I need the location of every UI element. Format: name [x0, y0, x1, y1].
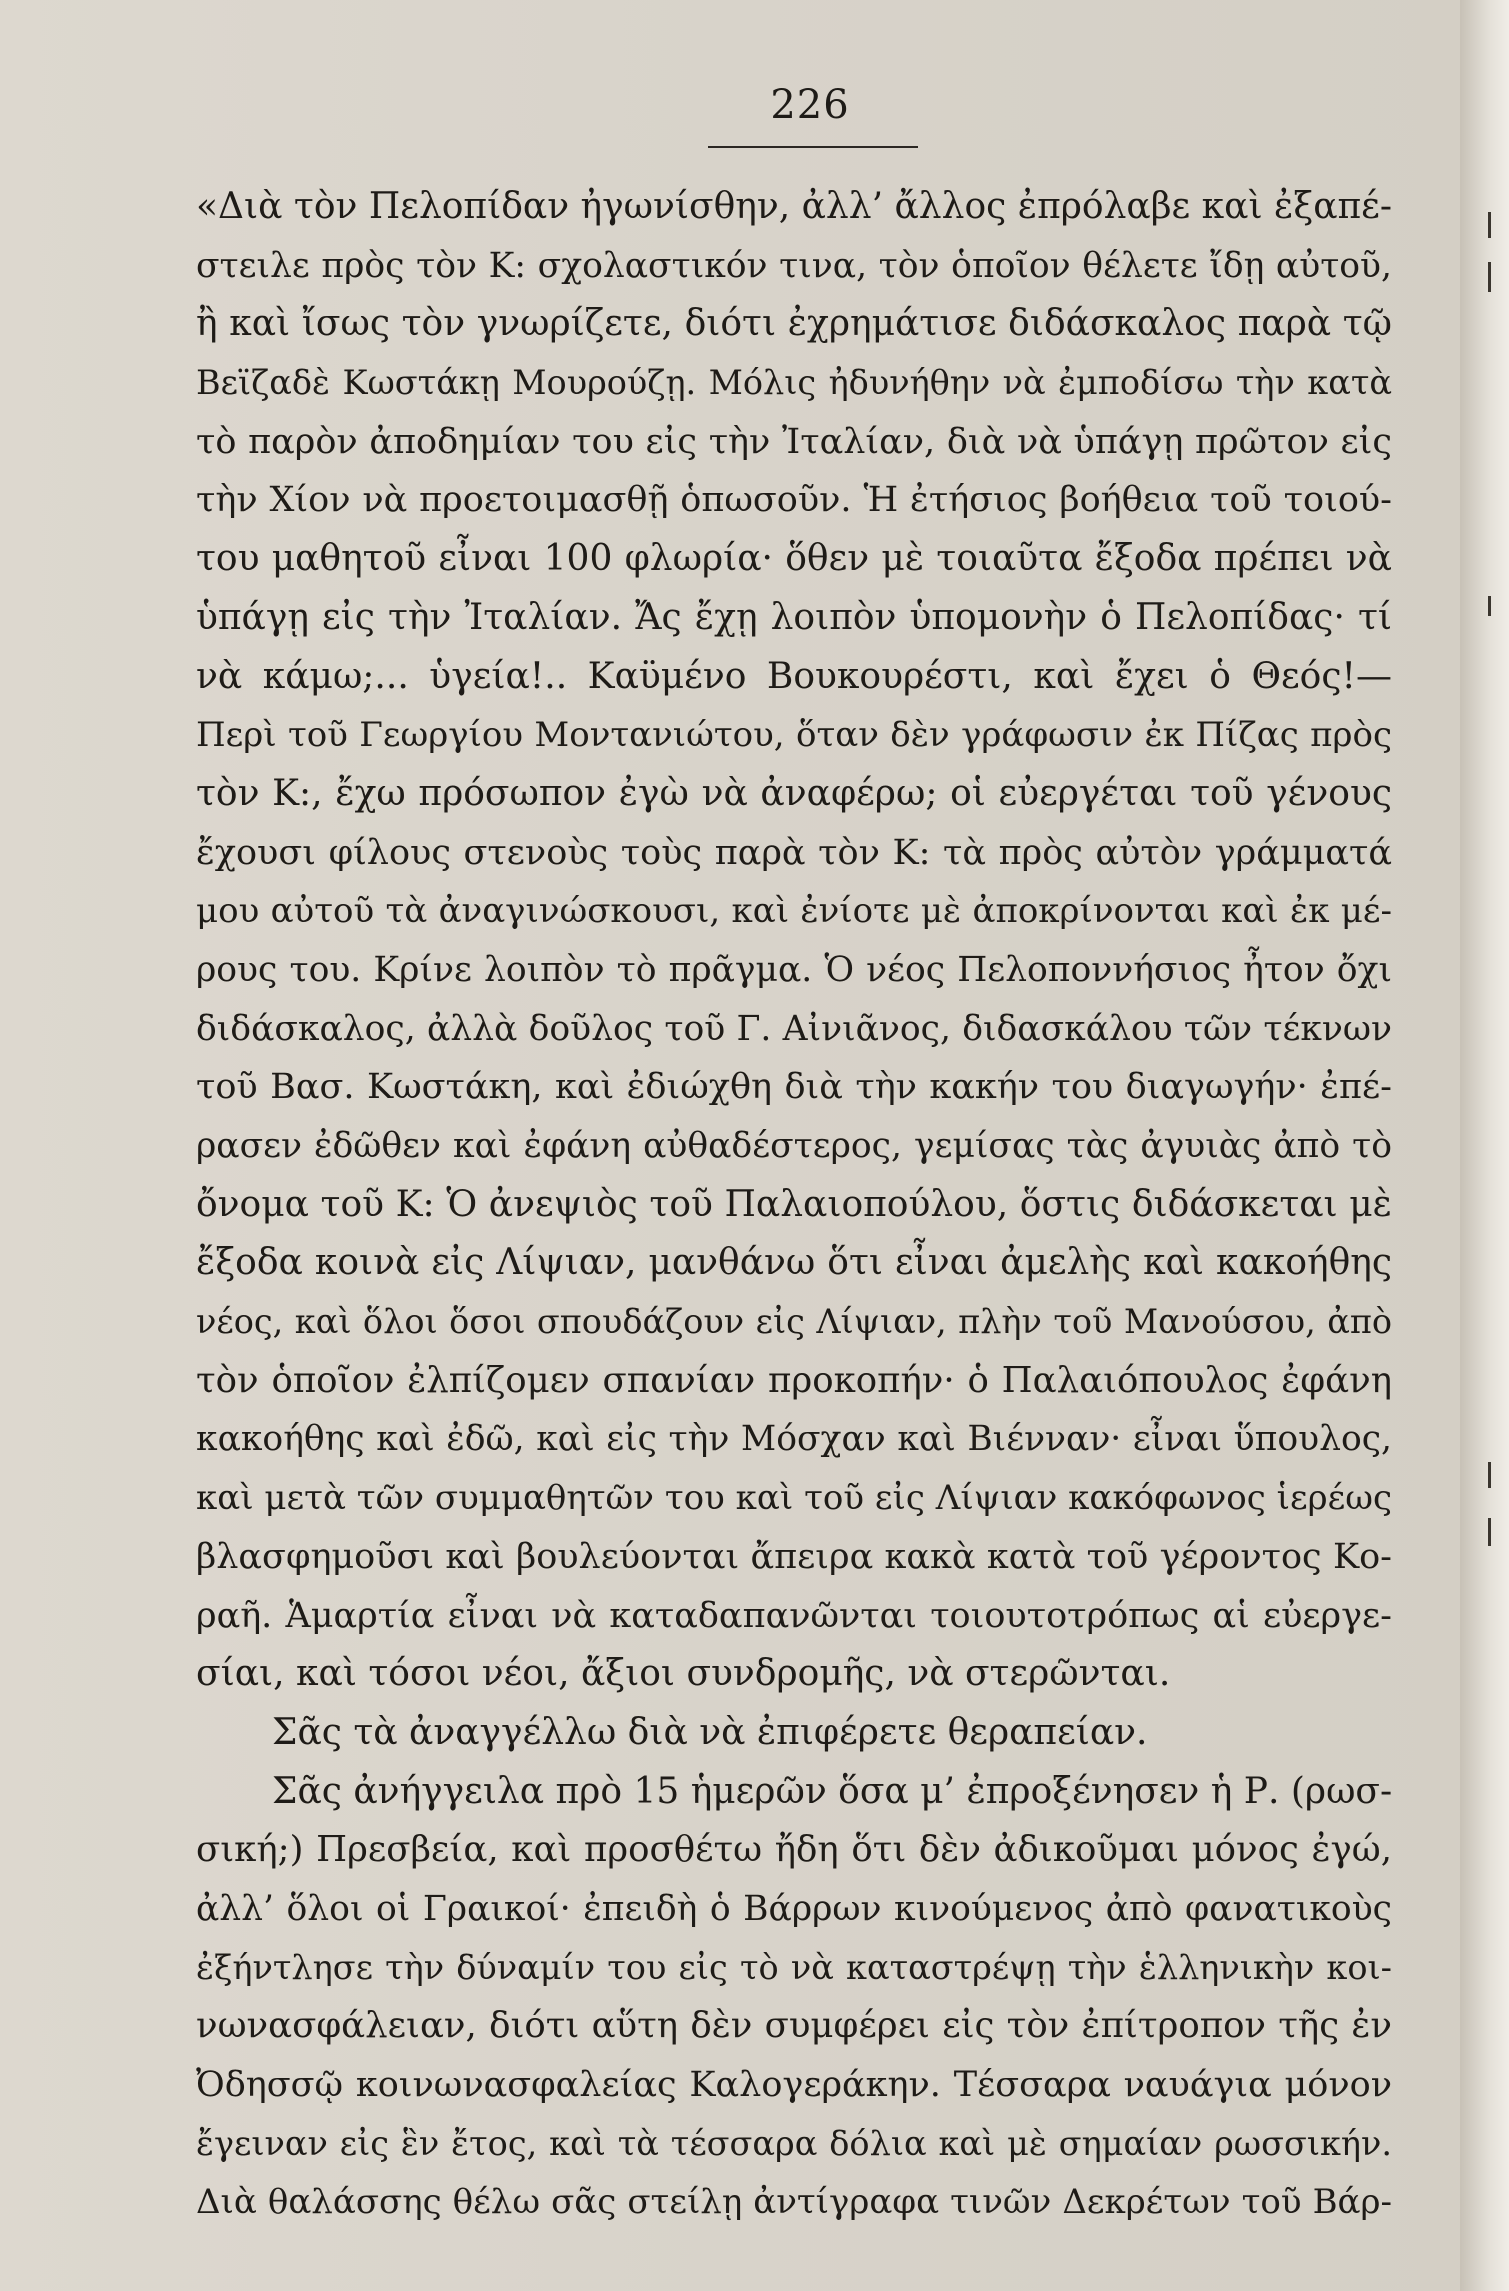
text-line: Σᾶς τὰ ἀναγγέλλω διὰ νὰ ἐπιφέρετε θεραπείαν.: [272, 1711, 1148, 1753]
text-line: τοῦ Βασ. Κωστάκη, καὶ ἐδιώχθη διὰ τὴν κακήν του διαγωγήν· ἐπέ-: [196, 1067, 1392, 1108]
text-line: νωνασφάλειαν, διότι αὕτη δὲν συμφέρει εἰς τὸν ἐπίτροπον τῆς ἐν: [196, 2005, 1392, 2047]
text-line: νέος, καὶ ὅλοι ὅσοι σπουδάζουν εἰς Λίψιαν, πλὴν τοῦ Μανούσου, ἀπὸ: [196, 1302, 1392, 1342]
page-edge-shadow: [1460, 0, 1509, 2291]
text-line: νὰ κάμω;... ὑγεία!.. Καϋμένο Βουκουρέστι, καὶ ἔχει ὁ Θεός!—: [196, 655, 1392, 697]
text-line: ὄνομα τοῦ Κ: Ὁ ἀνεψιὸς τοῦ Παλαιοπούλου, ὅστις διδάσκεται μὲ: [196, 1183, 1392, 1225]
text-line: τὴν Χίον νὰ προετοιμασθῇ ὁπωσοῦν. Ἡ ἐτήσιος βοήθεια τοῦ τοιού-: [196, 480, 1392, 521]
page-number: 226: [770, 82, 850, 128]
edge-mark: [1488, 262, 1491, 292]
text-line: μου αὐτοῦ τὰ ἀναγινώσκουσι, καὶ ἐνίοτε μὲ ἀποκρίνονται καὶ ἐκ μέ-: [196, 891, 1392, 932]
text-line: ἀλλ’ ὅλοι οἱ Γραικοί· ἐπειδὴ ὁ Βάρρων κινούμενος ἀπὸ φανατικοὺς: [196, 1888, 1392, 1929]
text-line: ρους του. Κρίνε λοιπὸν τὸ πρᾶγμα. Ὁ νέος Πελοποννήσιος ἦτον ὄχι: [196, 949, 1392, 990]
text-line: Ὀδησσῷ κοινωνασφαλείας Καλογεράκην. Τέσσαρα ναυάγια μόνον: [196, 2065, 1392, 2105]
text-line: Σᾶς ἀνήγγειλα πρὸ 15 ἡμερῶν ὅσα μ’ ἐπροξένησεν ἡ Ρ. (ρωσ-: [272, 1770, 1392, 1812]
text-line: Περὶ τοῦ Γεωργίου Μοντανιώτου, ὅταν δὲν γράφωσιν ἐκ Πίζας πρὸς: [196, 715, 1392, 756]
body-text: [196, 178, 1392, 2232]
text-line: τὸν Κ:, ἔχω πρόσωπον ἐγὼ νὰ ἀναφέρω; οἱ εὐεργέται τοῦ γένους: [196, 772, 1392, 814]
text-line: ἔγειναν εἰς ἓν ἔτος, καὶ τὰ τέσσαρα δόλια καὶ μὲ σημαίαν ρωσσικήν.: [196, 2123, 1392, 2163]
text-line: ραῆ. Ἁμαρτία εἶναι νὰ καταδαπανῶνται τοιουτοτρόπως αἱ εὐεργε-: [196, 1595, 1392, 1636]
text-line: ὑπάγῃ εἰς τὴν Ἰταλίαν. Ἄς ἔχῃ λοιπὸν ὑπομονὴν ὁ Πελοπίδας· τί: [196, 596, 1392, 638]
text-line: σική;) Πρεσβεία, καὶ προσθέτω ἤδη ὅτι δὲν ἀδικοῦμαι μόνος ἐγώ,: [196, 1829, 1392, 1871]
text-line: τὸν ὁποῖον ἐλπίζομεν σπανίαν προκοπήν· ὁ Παλαιόπουλος ἐφάνη: [196, 1359, 1392, 1401]
header-rule: [708, 146, 918, 148]
text-line: ἔξοδα κοινὰ εἰς Λίψιαν, μανθάνω ὅτι εἶναι ἀμελὴς καὶ κακοήθης: [196, 1242, 1392, 1284]
text-line: τὸ παρὸν ἀποδημίαν του εἰς τὴν Ἰταλίαν, διὰ νὰ ὑπάγῃ πρῶτον εἰς: [196, 421, 1392, 462]
text-line: του μαθητοῦ εἶναι 100 φλωρία· ὅθεν μὲ τοιαῦτα ἔξοδα πρέπει νὰ: [196, 538, 1392, 580]
edge-mark: [1488, 1518, 1491, 1546]
text-line: διδάσκαλος, ἀλλὰ δοῦλος τοῦ Γ. Αἰνιᾶνος, διδασκάλου τῶν τέκνων: [196, 1008, 1392, 1049]
edge-mark: [1488, 596, 1491, 616]
text-line: στειλε πρὸς τὸν Κ: σχολαστικόν τινα, τὸν ὁποῖον θέλετε ἴδῃ αὐτοῦ,: [196, 245, 1392, 286]
text-line: καὶ μετὰ τῶν συμμαθητῶν του καὶ τοῦ εἰς Λίψιαν κακόφωνος ἱερέως: [196, 1478, 1392, 1519]
text-line: ἢ καὶ ἴσως τὸν γνωρίζετε, διότι ἐχρημάτισε διδάσκαλος παρὰ τῷ: [196, 303, 1392, 345]
text-line: βλασφημοῦσι καὶ βουλεύονται ἄπειρα κακὰ κατὰ τοῦ γέροντος Κο-: [196, 1536, 1392, 1577]
edge-mark: [1488, 1462, 1491, 1488]
text-line: ἔχουσι φίλους στενοὺς τοὺς παρὰ τὸν Κ: τὰ πρὸς αὐτὸν γράμματά: [196, 832, 1392, 873]
text-line: κακοήθης καὶ ἐδῶ, καὶ εἰς τὴν Μόσχαν καὶ Βιένναν· εἶναι ὕπουλος,: [196, 1419, 1392, 1460]
text-line: ἐξήντλησε τὴν δύναμίν του εἰς τὸ νὰ καταστρέψῃ τὴν ἑλληνικὴν κοι-: [196, 1947, 1392, 1987]
edge-mark: [1488, 212, 1491, 238]
text-line: Βεϊζαδὲ Κωστάκῃ Μουρούζῃ. Μόλις ἠδυνήθην νὰ ἐμποδίσω τὴν κατὰ: [196, 363, 1392, 403]
text-line: σίαι, καὶ τόσοι νέοι, ἄξιοι συνδρομῆς, νὰ στερῶνται.: [196, 1653, 1171, 1695]
text-line: ρασεν ἐδῶθεν καὶ ἐφάνη αὐθαδέστερος, γεμίσας τὰς ἀγυιὰς ἀπὸ τὸ: [196, 1126, 1392, 1166]
text-line: «Διὰ τὸν Πελοπίδαν ἠγωνίσθην, ἀλλ’ ἄλλος ἐπρόλαβε καὶ ἐξαπέ-: [196, 186, 1392, 227]
text-line: Διὰ θαλάσσης θέλω σᾶς στείλῃ ἀντίγραφα τινῶν Δεκρέτων τοῦ Βάρ-: [196, 2182, 1392, 2223]
